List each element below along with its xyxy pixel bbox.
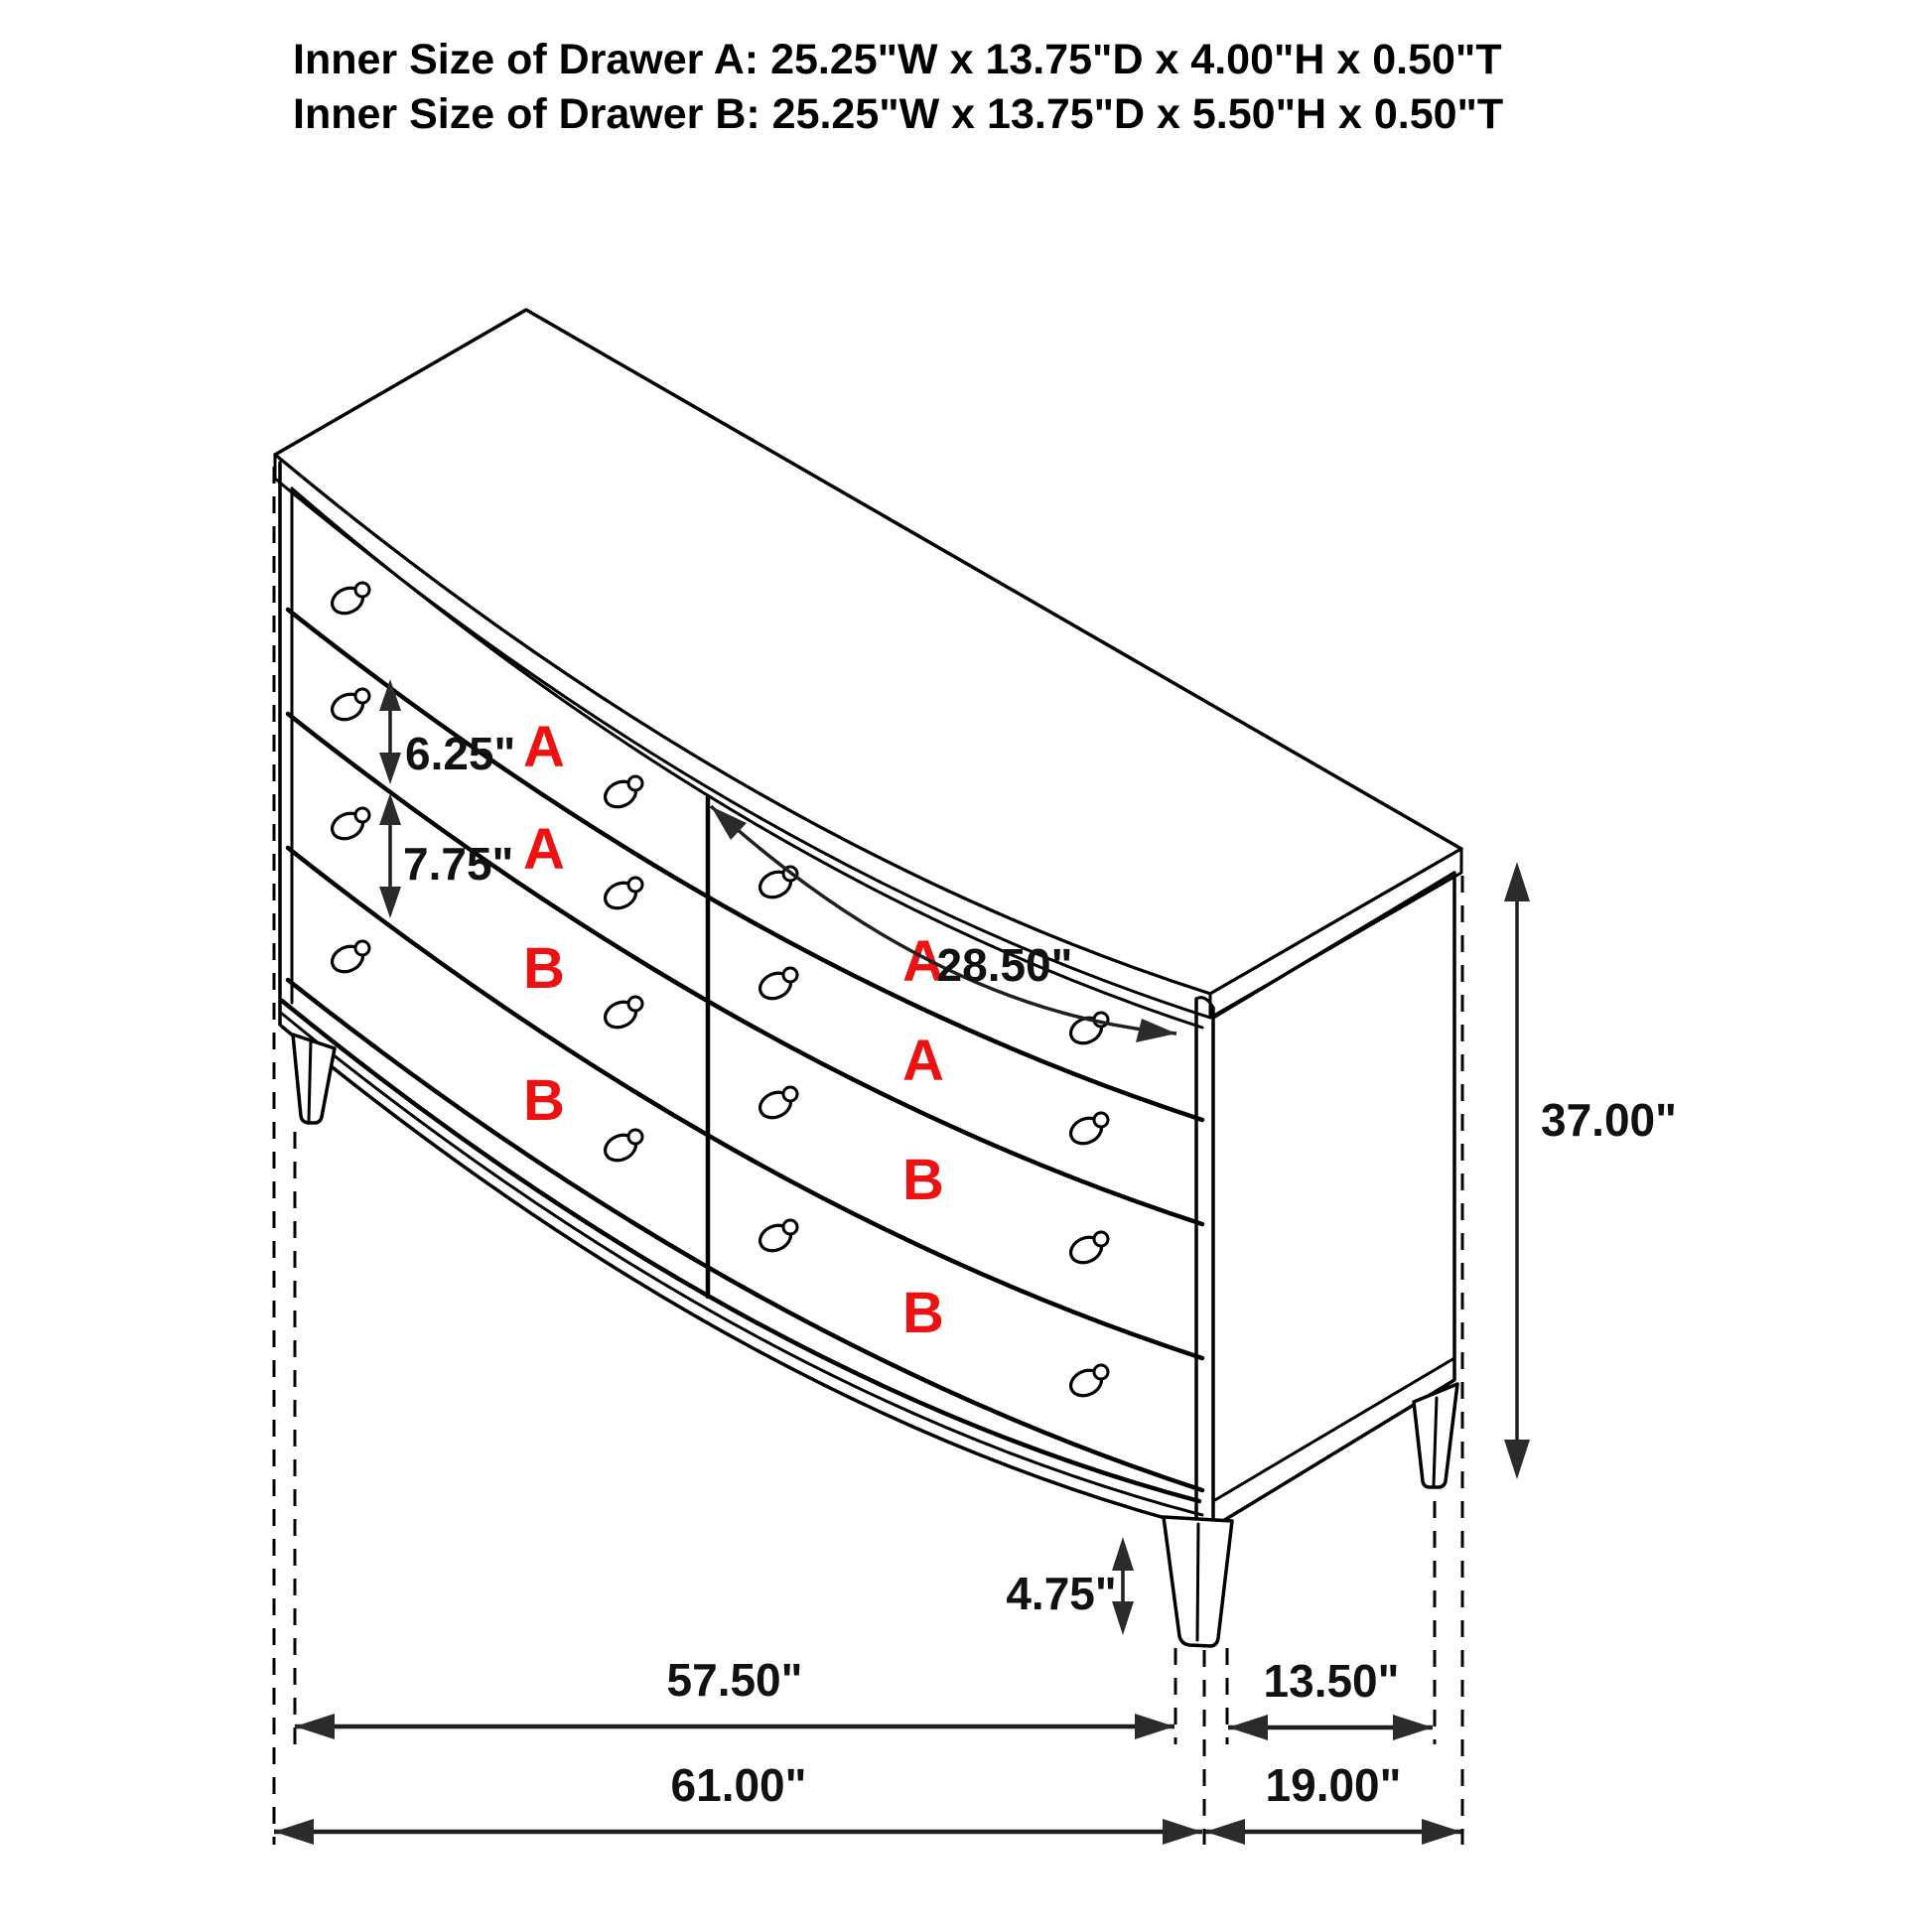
drawer-label: B [902,1281,944,1345]
front-right-leg [1164,1517,1232,1646]
dim-front-width-between-legs [295,1654,1174,1739]
dim-label: 6.25" [405,728,516,779]
arrowhead-downright-icon [1136,1019,1176,1042]
drawer-separator-4 [288,980,1202,1490]
dim-label: 57.50" [666,1654,803,1706]
base-rail-top-edge [282,1001,1199,1501]
arrowhead-up-icon [1112,1537,1134,1571]
knob-icon [757,1087,797,1122]
arrowhead-right-icon [1163,1819,1202,1845]
dim-label: 61.00" [670,1759,807,1811]
knob-icon [602,997,642,1032]
arrowhead-left-icon [1228,1715,1268,1740]
front-left-leg-edge [309,1040,311,1121]
arrowhead-left-icon [274,1819,314,1845]
drawer-label: A [523,715,565,779]
arrowhead-down-icon [379,753,401,784]
dim-label: 19.00" [1265,1759,1402,1811]
arrowhead-down-icon [1504,1440,1530,1479]
drawer-label: A [523,817,565,882]
dresser [275,310,1461,1646]
drawer-label: A [902,929,944,994]
knob-icon [602,776,642,811]
arrowhead-left-icon [1205,1819,1245,1845]
dim-label: 13.50" [1263,1655,1400,1707]
dim-label: 37.00" [1541,1094,1677,1146]
dresser-top-surface [275,310,1461,994]
arrowhead-down-icon [379,887,401,918]
arrowhead-right-icon [1135,1714,1174,1739]
knob-icon [602,878,642,912]
dim-side-depth-between-legs [1228,1655,1433,1740]
dim-leg-height [1006,1537,1134,1635]
knob-icon [602,1130,642,1165]
base-rail-bottom-edge [282,1027,1205,1529]
knob-icon [329,808,369,843]
dim-overall-depth [1205,1759,1461,1845]
knob-icon [1067,1113,1108,1148]
knob-icon [1067,1365,1108,1400]
front-left-leg [293,1035,335,1123]
knob-icon [757,968,797,1003]
dim-label: 4.75" [1006,1568,1117,1619]
dim-drawer-b-height [379,793,513,918]
dim-overall-height [1504,862,1677,1479]
drawer-a-inner-size-note: Inner Size of Drawer A: 25.25"W x 13.75"D x 4.00"H x 0.50"T [293,36,1502,83]
dim-label: 7.75" [403,838,514,890]
dim-overall-width [274,1759,1202,1845]
arrowhead-right-icon [1422,1819,1461,1845]
front-left-leg-outline [293,1035,335,1123]
drawer-label: B [523,1068,565,1133]
dim-label: 28.50" [936,939,1073,991]
knob-icon [329,941,369,976]
drawer-label: A [902,1029,944,1093]
drawer-label: B [902,1148,944,1212]
knob-icon [329,689,369,724]
knob-icon [757,1220,797,1255]
knob-icon [329,583,369,618]
drawer-label: B [523,936,565,1001]
arrowhead-right-icon [1393,1715,1433,1740]
arrowhead-up-icon [1504,862,1530,901]
knob-icon [1067,1232,1108,1267]
back-right-leg [1414,1384,1457,1487]
front-right-leg-edge [1197,1524,1198,1640]
arrowhead-left-icon [295,1714,335,1739]
drawer-b-inner-size-note: Inner Size of Drawer B: 25.25"W x 13.75"D x 5.50"H x 0.50"T [293,90,1504,138]
